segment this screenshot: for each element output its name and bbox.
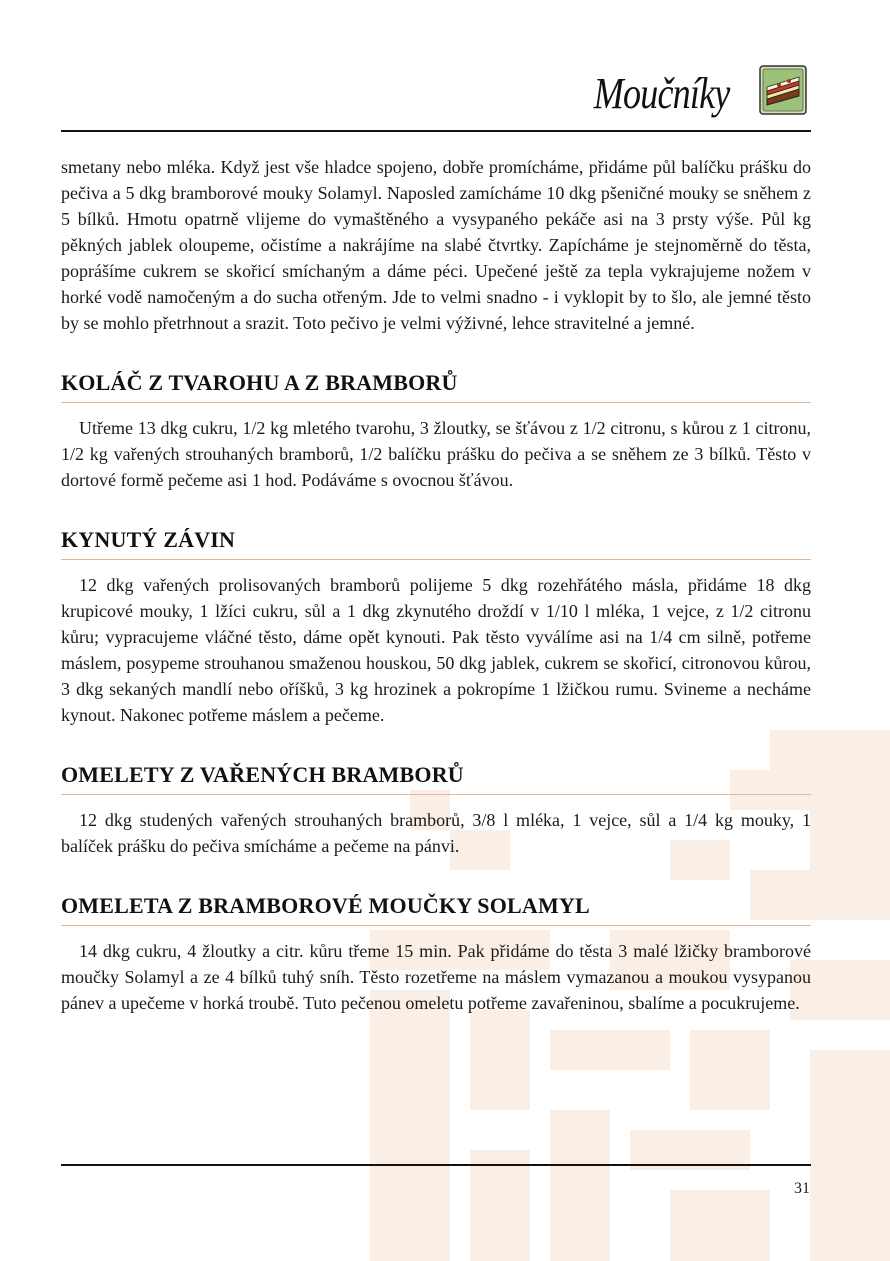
cake-slice-icon: [759, 65, 807, 115]
page-header: [61, 62, 811, 132]
page-content: [61, 154, 811, 1016]
header-rule: [61, 130, 811, 132]
recipe-section: [61, 762, 811, 859]
recipe-section: [61, 370, 811, 493]
recipe-heading: OMELETY Z VAŘENÝCH BRAMBORŮ: [61, 762, 811, 795]
recipe-text: 12 dkg vařených prolisovaných bramborů polijeme 5 dkg rozehřátého másla, přidáme 18 dkg krupicové mouky, 1 lžíci cukru, sůl a 1 dkg zkynutého droždí v 1/10 l mléka, 1 vejce, z 1/2 citronu kůru; vypracujeme vláčné těsto, dáme opět kynouti. Pak těsto vyválíme asi na 1/4 cm silně, potřeme máslem, posypeme strouhanou smaženou houskou, 50 dkg jablek, cukrem se skořicí, citronovou kůrou, 3 dkg sekaných mandlí nebo oříšků, 3 kg hrozinek a pokropíme 1 lžičkou rumu. Svineme a necháme kynout. Nakonec potřeme máslem a pečeme.: [61, 575, 811, 725]
recipe-text: 12 dkg studených vařených strouhaných bramborů, 3/8 l mléka, 1 vejce, sůl a 1/4 kg mouky, 1 balíček prášku do pečiva smícháme a pečeme na pánvi.: [61, 810, 811, 856]
recipe-section: [61, 527, 811, 728]
intro-paragraph: smetany nebo mléka. Když jest vše hladce spojeno, dobře promícháme, přidáme půl balíčku prášku do pečiva a 5 dkg bramborové mouky Solamyl. Naposled zamícháme 10 dkg pšeničné mouky se sněhem z 5 bílků. Hmotu opatrně vlijeme do vymaštěného a vysypaného pekáče asi na 3 prsty výše. Půl kg pěkných jablek oloupeme, očistíme a nakrájíme na slabé čtvrtky. Zapícháme je stejnoměrně do těsta, poprášíme cukrem se skořicí smíchaným a dáme péci. Upečené ještě za tepla vykrajujeme nožem v horké vodě namočeným a do sucha otřeným. Jde to velmi snadno - i vyklopit by to šlo, ale jemné těsto by se mohlo přetrhnout a srazit. Toto pečivo je velmi výživné, lehce stravitelné a jemné.: [61, 157, 811, 333]
footer-rule: [61, 1164, 811, 1166]
recipe-text: Utřeme 13 dkg cukru, 1/2 kg mletého tvarohu, 3 žloutky, se šťávou z 1/2 citronu, s kůrou z 1 citronu, 1/2 kg vařených strouhaných bramborů, 1/2 balíčku prášku do pečiva a se sněhem ze 3 bílků. Těsto v dortové formě pečeme asi 1 hod. Podáváme s ovocnou šťávou.: [61, 418, 811, 490]
page-number: 31: [794, 1180, 810, 1197]
recipe-text: 14 dkg cukru, 4 žloutky a citr. kůru třeme 15 min. Pak přidáme do těsta 3 malé lžičky bramborové moučky Solamyl a ze 4 bílků tuhý sníh. Těsto rozetřeme na máslem vymazanou a moukou vysypanou pánev a upečeme v horká troubě. Tuto pečenou omeletu potřeme zavařeninou, sbalíme a pocukrujeme.: [61, 941, 811, 1013]
recipe-heading: KYNUTÝ ZÁVIN: [61, 527, 811, 560]
recipe-heading: OMELETA Z BRAMBOROVÉ MOUČKY SOLAMYL: [61, 893, 811, 926]
chapter-title: Moučníky: [593, 69, 729, 118]
recipe-heading: KOLÁČ Z TVAROHU A Z BRAMBORŮ: [61, 370, 811, 403]
recipe-section: [61, 893, 811, 1016]
